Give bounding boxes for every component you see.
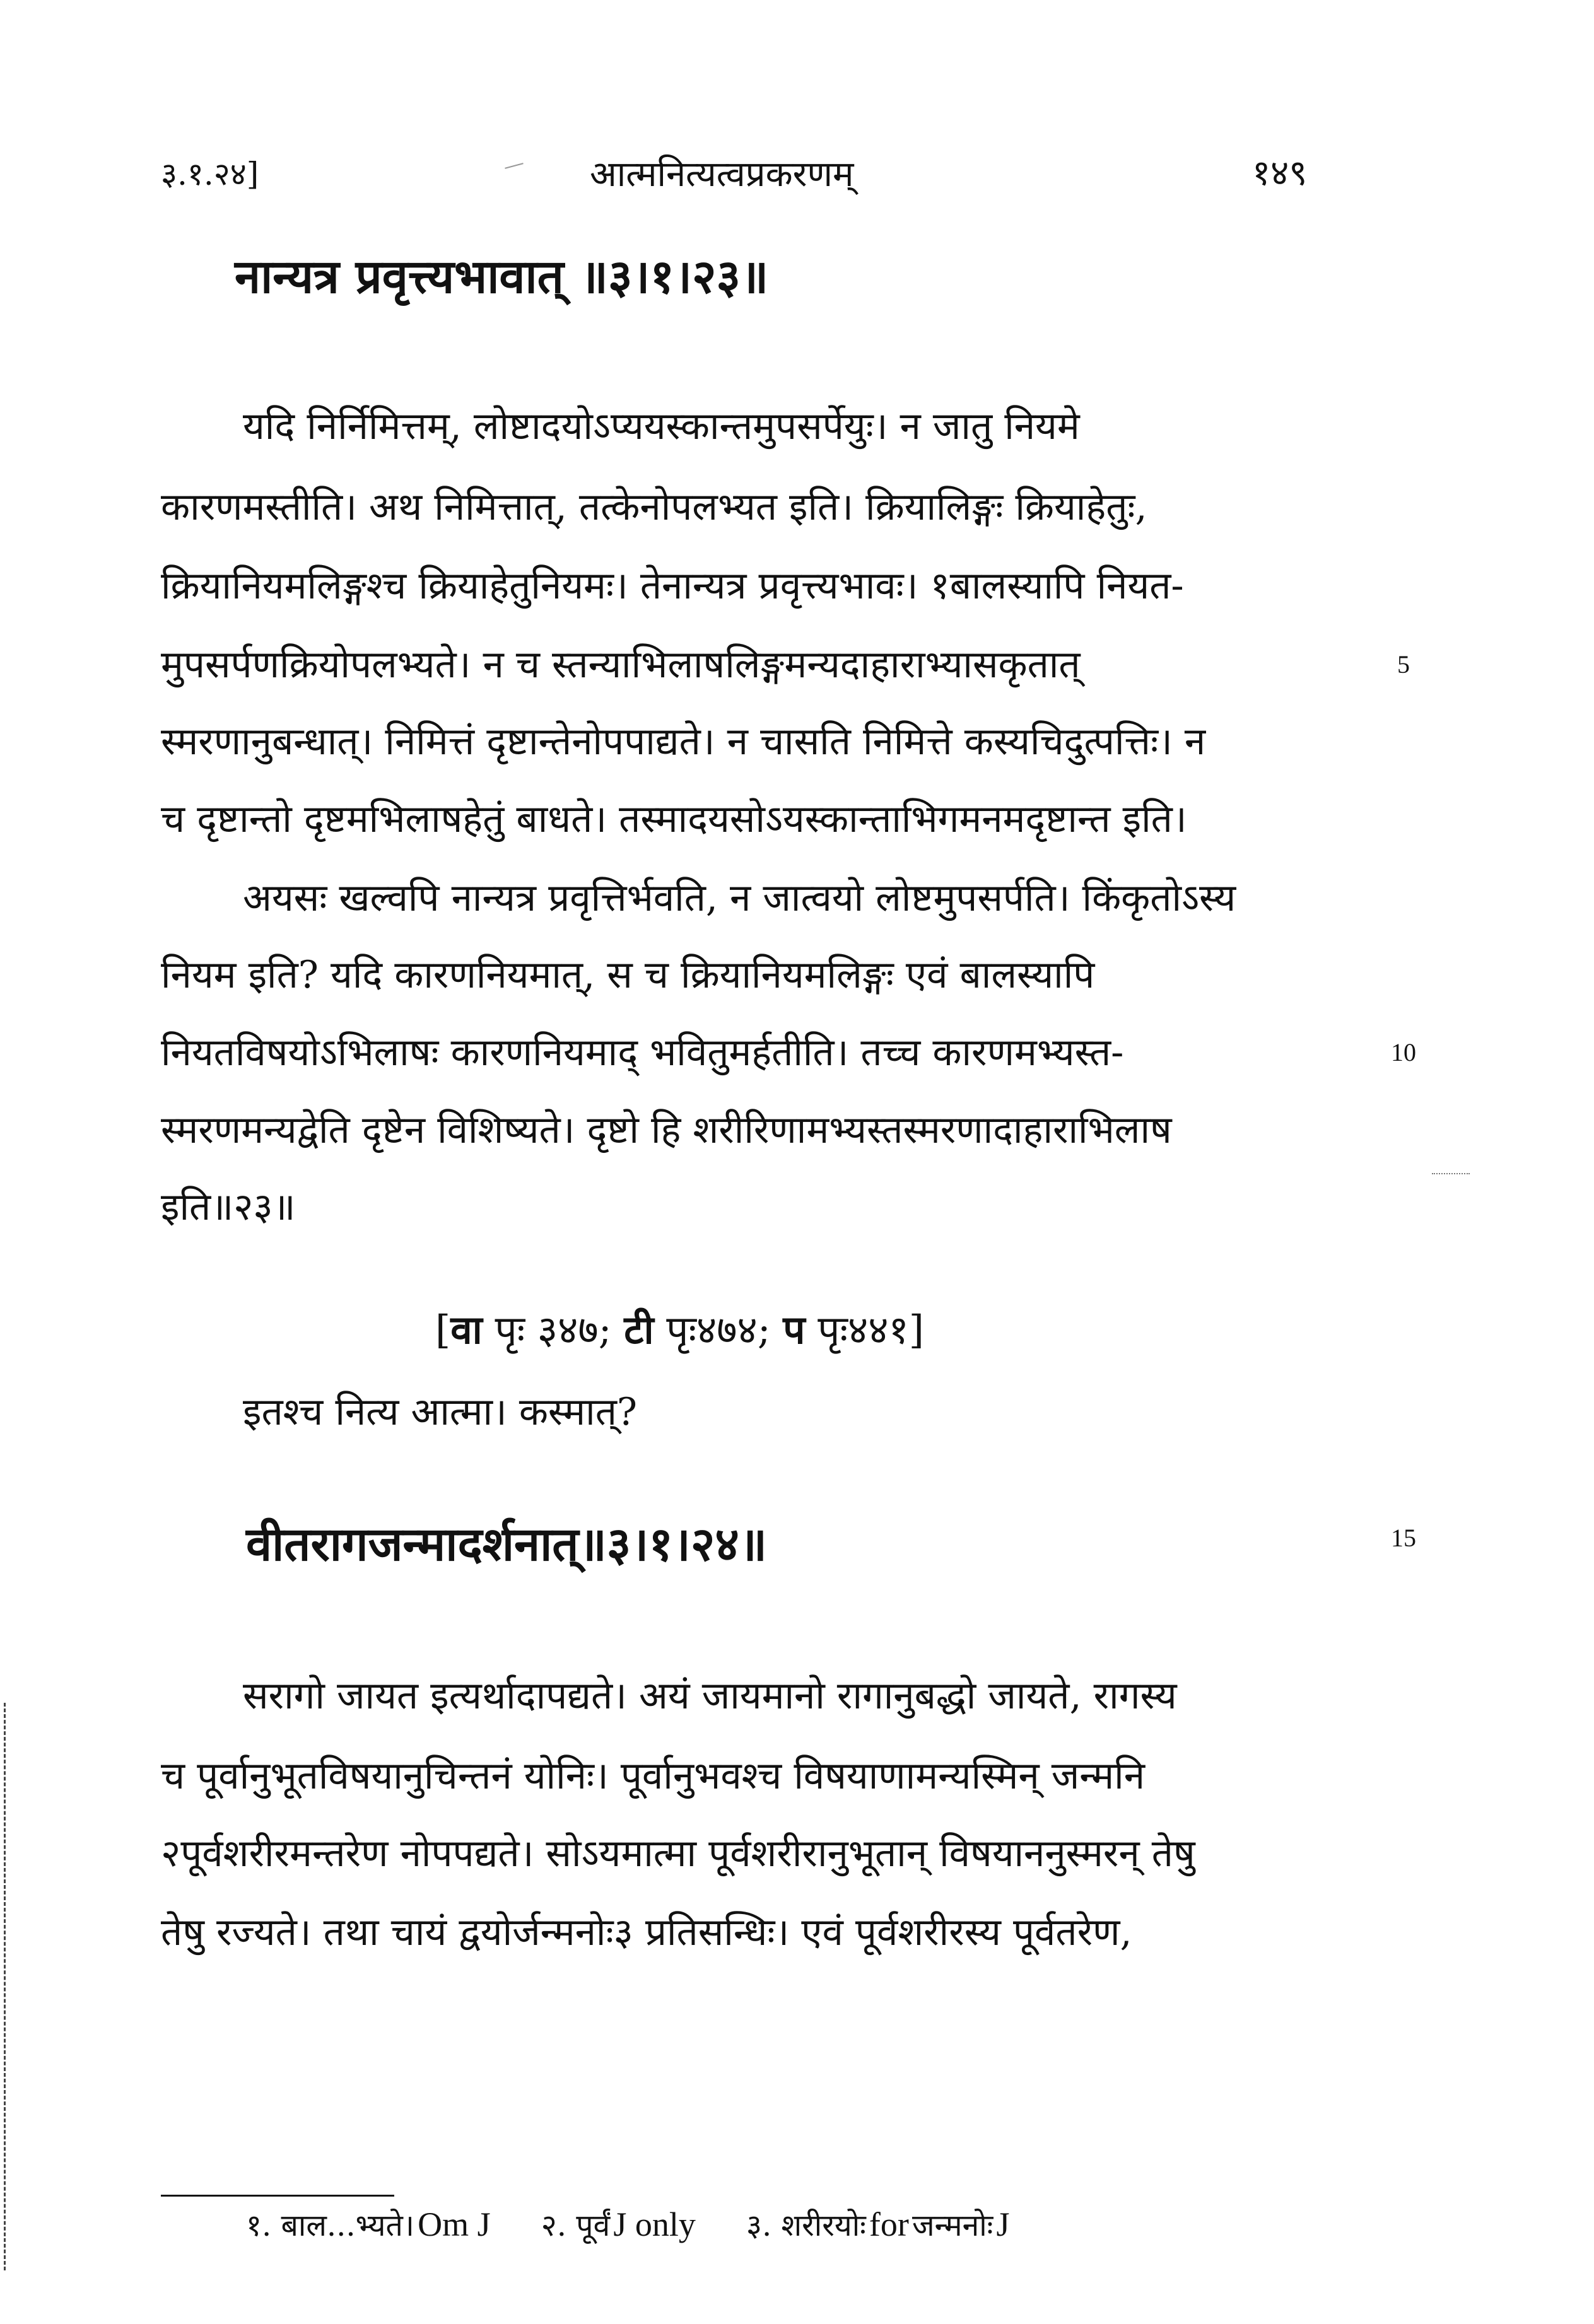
text-line: मुपसर्पणक्रियोपलभ्यते। न च स्तन्याभिलाषलिङ्गमन्यदाहाराभ्यासकृतात् xyxy=(161,643,1081,687)
text-line: क्रियानियमलिङ्गश्च क्रियाहेतुनियमः। तेनान्यत्र प्रवृत्त्यभावः। १बालस्यापि नियत- xyxy=(161,564,1184,608)
ref-page: पृः४७४; xyxy=(653,1307,783,1353)
line-text: यदि निर्निमित्तम्, लोष्टादयोऽप्ययस्कान्तमुपसर्पेयुः। न जातु नियमे xyxy=(243,404,1080,448)
text-line: स्मरणानुबन्धात्। निमित्तं दृष्टान्तेनोपपाद्यते। न चासति निमित्ते कस्यचिदुत्पत्तिः। न xyxy=(161,720,1206,764)
scan-mark xyxy=(505,163,523,169)
footnote-1-text: १. बाल...भ्यते। xyxy=(246,2208,414,2243)
footnote-2-note: J only xyxy=(613,2205,696,2243)
text-line xyxy=(243,399,1372,450)
ref-siglum: वा xyxy=(450,1307,483,1353)
bracket: [ xyxy=(435,1307,451,1353)
line-number: 15 xyxy=(1391,1524,1416,1552)
transition-line: इतश्च नित्य आत्मा। कस्मात्? xyxy=(243,1390,638,1434)
text-line: नियम इति? यदि कारणनियमात्, स च क्रियानियमलिङ्गः एवं बालस्यापि xyxy=(161,953,1095,997)
footnote-1-note: Om J xyxy=(418,2205,491,2243)
footnote-3-note: J xyxy=(996,2205,1010,2243)
sutra-heading: नान्यत्र प्रवृत्त्यभावात् ॥३।१।२३॥ xyxy=(235,250,769,304)
scan-speck xyxy=(1432,1173,1470,1181)
text-line: च दृष्टान्तो दृष्टमभिलाषहेतुं बाधते। तस्मादयसोऽयस्कान्ताभिगमनमदृष्टान्त इति। xyxy=(161,797,1187,841)
running-header-title: आत्मनित्यत्वप्रकरणम् xyxy=(590,154,854,195)
text-line: तेषु रज्यते। तथा चायं द्वयोर्जन्मनोः३ प्रतिसन्धिः। एवं पूर्वशरीरस्य पूर्वतरेण, xyxy=(161,1910,1132,1954)
footnote-3-note: for xyxy=(869,2205,909,2243)
footnote-rule xyxy=(161,2195,394,2197)
ref-siglum: टी xyxy=(624,1307,654,1353)
text-line: च पूर्वानुभूतविषयानुचिन्तनं योनिः। पूर्वानुभवश्च विषयाणामन्यस्मिन् जन्मनि xyxy=(161,1754,1146,1798)
scan-edge-artifact xyxy=(4,1703,7,2270)
text-line: नियतविषयोऽभिलाषः कारणनियमाद् भवितुमर्हतीति। तच्च कारणमभ्यस्त- xyxy=(161,1031,1124,1075)
text-line: अयसः खल्वपि नान्यत्र प्रवृत्तिर्भवति, न जात्वयो लोष्टमुपसर्पति। किंकृतोऽस्य xyxy=(243,876,1236,920)
footnotes xyxy=(246,2204,1009,2245)
edition-reference xyxy=(435,1302,924,1355)
bracket: ] xyxy=(908,1307,924,1353)
line-number: 10 xyxy=(1391,1038,1416,1066)
text-line: स्मरणमन्यद्वेति दृष्टेन विशिष्यते। दृष्टो हि शरीरिणामभ्यस्तस्मरणादाहाराभिलाष xyxy=(161,1108,1172,1152)
sutra-heading: वीतरागजन्मादर्शनात्॥३।१।२४॥ xyxy=(246,1517,768,1572)
line-number: 5 xyxy=(1397,650,1410,679)
ref-page: पृः ३४७; xyxy=(482,1307,624,1353)
ref-siglum: प xyxy=(783,1307,806,1353)
footnote-3-text: जन्मनोः xyxy=(911,2208,993,2243)
page-number: १४९ xyxy=(1252,153,1308,194)
running-header-section: ३.१.२४] xyxy=(161,156,259,192)
footnote-2-text: २. पूर्वं xyxy=(541,2208,611,2243)
footnote-3-text: ३. शरीरयोः xyxy=(746,2208,866,2243)
text-line: सरागो जायत इत्यर्थादापद्यते। अयं जायमानो रागानुबद्धो जायते, रागस्य xyxy=(243,1674,1177,1718)
text-line: २पूर्वशरीरमन्तरेण नोपपद्यते। सोऽयमात्मा पूर्वशरीरानुभूतान् विषयाननुस्मरन् तेषु xyxy=(161,1831,1195,1876)
ref-page: पृः४४१ xyxy=(805,1307,909,1353)
text-line: इति॥२३॥ xyxy=(161,1185,296,1229)
text-line: कारणमस्तीति। अथ निमित्तात्, तत्केनोपलभ्यत इति। क्रियालिङ्गः क्रियाहेतुः, xyxy=(161,485,1147,529)
